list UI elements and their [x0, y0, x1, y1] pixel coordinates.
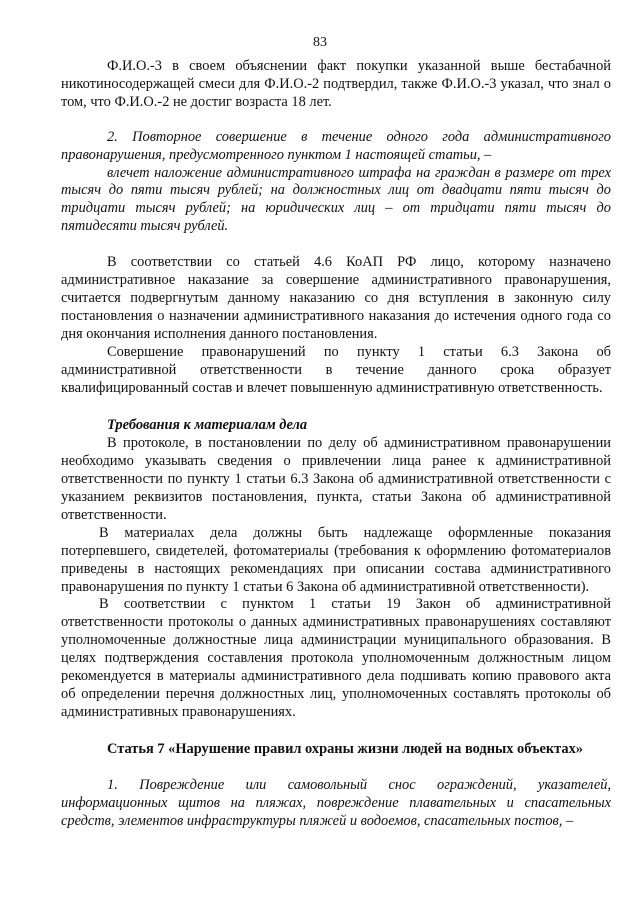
paragraph-repeat-offense: Совершение правонарушений по пункту 1 статьи 6.3 Закона об административной ответственности в течение данного срока образует квалифицированный состав и влечет повышенную административную ответственность.	[61, 343, 611, 396]
paragraph-koap-4-6: В соответствии со статьей 4.6 КоАП РФ лицо, которому назначено административное наказание за совершение административного правонарушения, считается подвергнутым данному наказанию со дня вступления в законную силу постановления о назначении административного наказания до истечения одного года со дня окончания исполнения данного постановления.	[61, 254, 611, 342]
page-number: 83	[313, 35, 327, 50]
article-7-heading: Статья 7 «Нарушение правил охраны жизни людей на водных объектах»	[107, 740, 583, 757]
section-heading-materials: Требования к материалам дела	[107, 417, 308, 434]
paragraph-penalty: влечет наложение административного штрафа на граждан в размере от трех тысяч до пяти тысяч рублей; на должностных лиц от двадцати пяти тысяч до тридцати тысяч рублей; на юридических лиц – от тридцати пяти тысяч до пятидесяти тысяч рублей.	[61, 164, 611, 235]
paragraph-explanation: Ф.И.О.-3 в своем объяснении факт покупки указанной выше бестабачной никотиносодержащей смеси для Ф.И.О.-2 подтвердил, также Ф.И.О.-3 указал, что знал о том, что Ф.И.О.-2 не достиг возраста 18 лет.	[61, 58, 611, 110]
paragraph-authorized-officials: В соответствии с пунктом 1 статьи 19 Закон об административной ответственности протоколы о данных административных правонарушениях составляют уполномоченные должностные лица администрации муниципального образования. В целях подтверждения составления протокола уполномоченным должностным лицом рекомендуется в материалы административного дела подшивать копию правового акта об определении перечня должностных лиц, уполномоченных составлять протоколы об административных правонарушениях.	[61, 596, 611, 720]
paragraph-article-7-clause-1: 1. Повреждение или самовольный снос ограждений, указателей, информационных щитов на пляжах, повреждение плавательных и спасательных средств, элементов инфраструктуры пляжей и водоемов, спасательных постов, –	[61, 776, 611, 829]
paragraph-protocol-requirements: В протоколе, в постановлении по делу об административном правонарушении необходимо указывать сведения о привлечении лица ранее к административной ответственности по пункту 1 статьи 6.3 Закона об административной ответственности с указанием реквизитов постановления, пункта, статьи Закона об административной ответственности.	[61, 435, 611, 523]
paragraph-clause-2: 2. Повторное совершение в течение одного года административного правонарушения, предусмотренного пунктом 1 настоящей статьи, –	[61, 128, 611, 163]
paragraph-case-materials: В материалах дела должны быть надлежаще оформленные показания потерпевшего, свидетелей, фотоматериалы (требования к оформлению фотоматериалов приведены в настоящих рекомендациях при описании состава административного правонарушения по пункту 1 статьи 6 Закона об административной ответственности).	[61, 524, 611, 595]
document-body	[61, 58, 611, 830]
